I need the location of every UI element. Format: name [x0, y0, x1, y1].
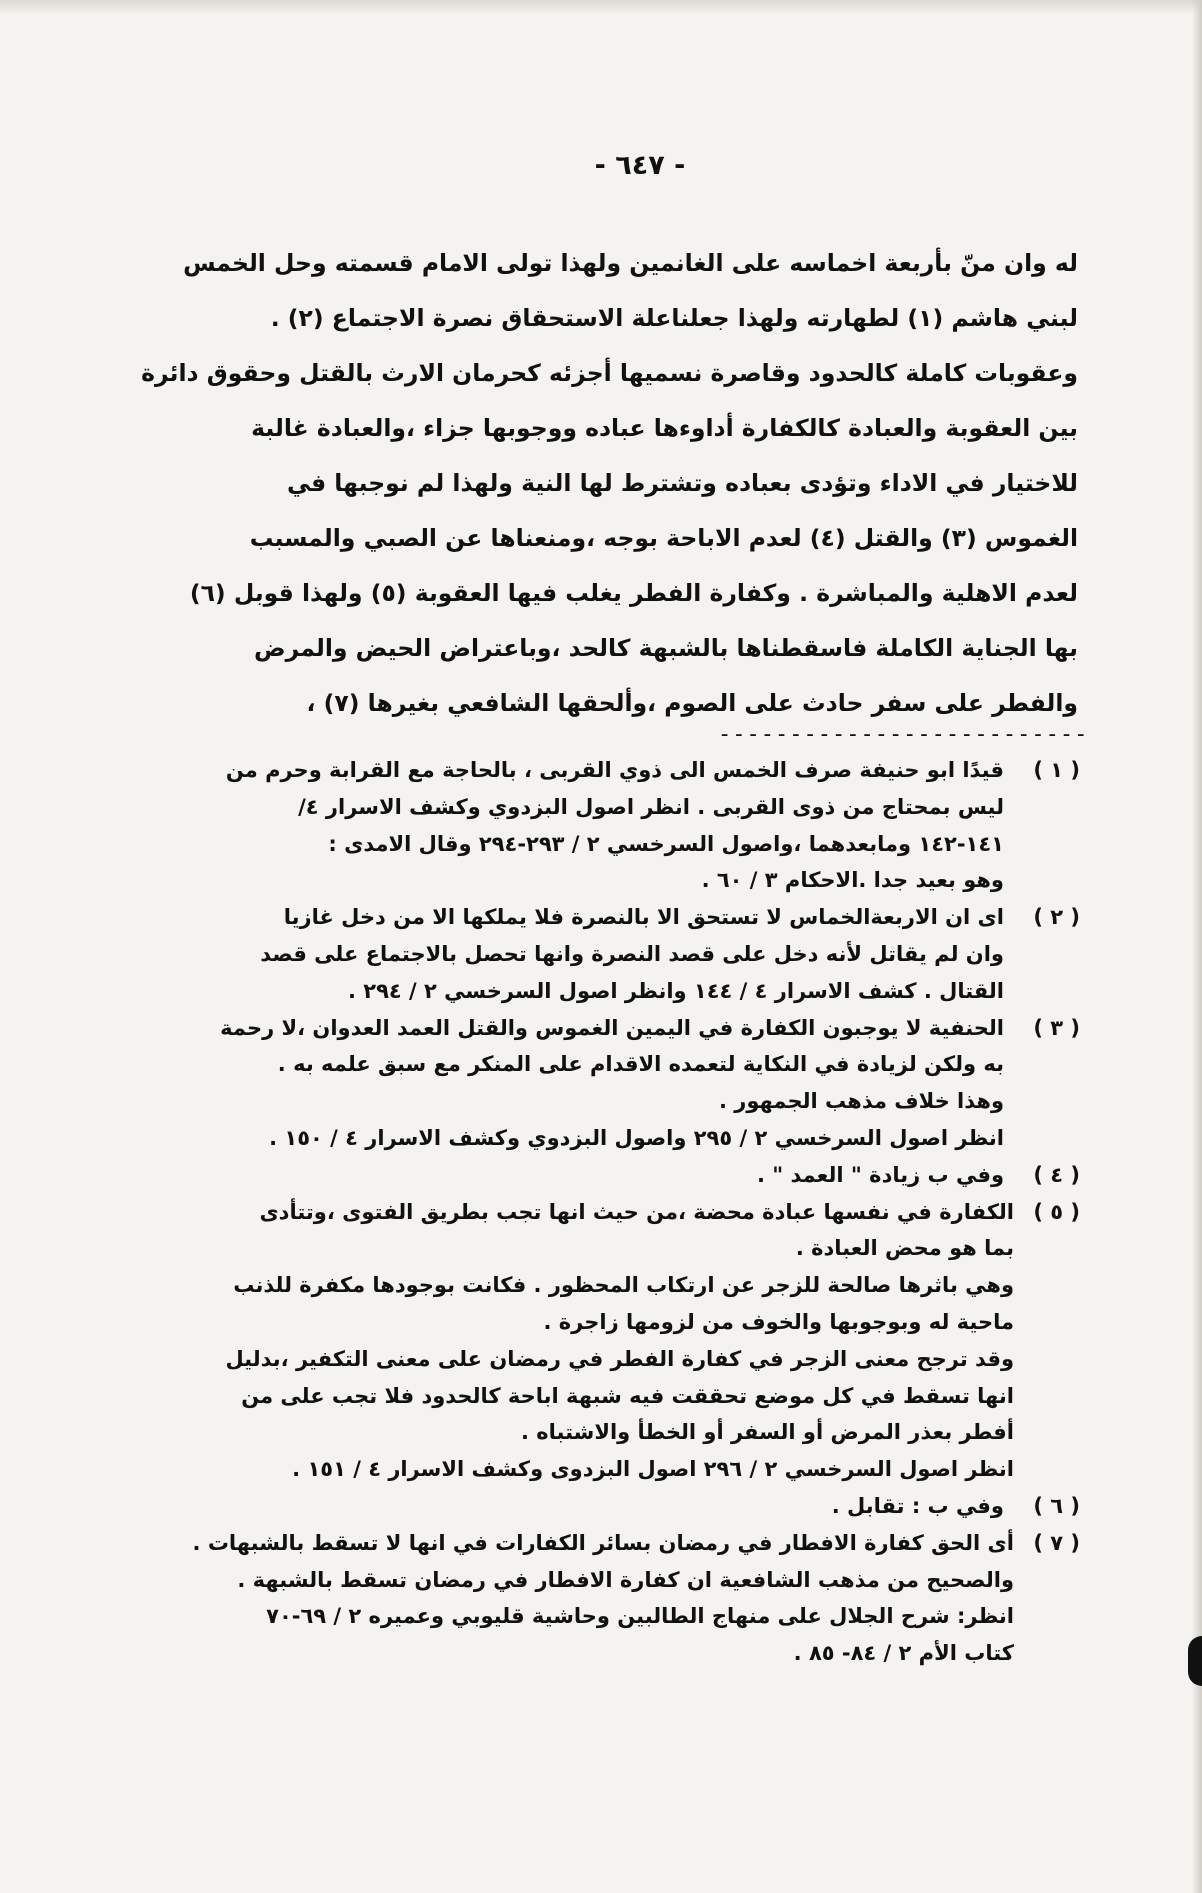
main-text-line: بين العقوبة والعبادة كالكفارة أداوءها عباده ووجوبها جزاء ،والعبادة غالبة [251, 414, 1078, 442]
footnote-3 [80, 1010, 1080, 1157]
main-text-line: لعدم الاهلية والمباشرة . وكفارة الفطر يغلب فيها العقوبة (٥) ولهذا قوبل (٦) [189, 579, 1078, 607]
footnote-line: ١٤١-١٤٢ ومابعدهما ،واصول السرخسي ٢ / ٢٩٣-٢٩٤ وقال الامدى : [328, 831, 1004, 856]
footnotes [80, 752, 1080, 1672]
footnote-4 [80, 1157, 1080, 1194]
footnote-7 [80, 1525, 1080, 1672]
footnote-number: ( ٦ ) [1033, 1493, 1080, 1518]
footnote-number: ( ٥ ) [1033, 1199, 1080, 1224]
footnote-number: ( ٢ ) [1033, 905, 1080, 930]
footnote-line: أفطر بعذر المرض أو السفر أو الخطأ والاشتباه . [520, 1420, 1014, 1445]
scan-right-shadow [1192, 0, 1202, 1893]
main-text-line: والفطر على سفر حادث على الصوم ،وألحقها الشافعي بغيرها (٧) ، [306, 689, 1078, 717]
footnote-5 [80, 1194, 1080, 1488]
footnote-line: وقد ترجح معنى الزجر في كفارة الفطر في رمضان على معنى التكفير ،بدليل [225, 1346, 1014, 1371]
page-number: - ٦٤٧ - [594, 150, 686, 181]
footnote-line: ليس بمحتاج من ذوى القربى . انظر اصول البزدوي وكشف الاسرار ٤/ [298, 794, 1004, 819]
footnote-line: وهذا خلاف مذهب الجمهور . [719, 1089, 1004, 1114]
footnote-line: وهو بعيد جدا .الاحكام ٣ / ٦٠ . [701, 868, 1004, 893]
footnote-line: انظر اصول السرخسي ٢ / ٢٩٥ واصول البزدوي وكشف الاسرار ٤ / ١٥٠ . [269, 1125, 1004, 1150]
footnote-line: انظر: شرح الجلال على منهاج الطالبين وحاشية قليوبي وعميره ٢ / ٦٩-٧٠ [266, 1604, 1014, 1629]
main-text-line: بها الجناية الكاملة فاسقطناها بالشبهة كالحد ،وباعتراض الحيض والمرض [254, 634, 1078, 662]
footnote-line: به ولكن لزيادة في النكاية لتعمده الاقدام على المنكر مع سبق علمه به . [277, 1052, 1004, 1077]
footnote-line: وفي ب : تقابل . [831, 1493, 1004, 1518]
footnote-line: قيدًا ابو حنيفة صرف الخمس الى ذوي القربى ، بالحاجة مع القرابة وحرم من [225, 758, 1004, 782]
footnote-line: وان لم يقاتل لأنه دخل على قصد النصرة وانها تحصل بالاجتماع على قصد [260, 941, 1004, 966]
footnote-line: وفي ب زيادة " العمد " . [756, 1162, 1004, 1187]
main-text-line: للاختيار في الاداء وتؤدى بعباده وتشترط لها النية ولهذا لم نوجبها في [286, 469, 1078, 497]
footnote-number: ( ٧ ) [1033, 1530, 1080, 1555]
footnote-line: الحنفية لا يوجبون الكفارة في اليمين الغموس والقتل العمد العدوان ،لا رحمة [220, 1015, 1004, 1040]
footnote-line: القتال . كشف الاسرار ٤ / ١٤٤ وانظر اصول السرخسي ٢ / ٢٩٤ . [347, 978, 1004, 1003]
main-text-line: لبني هاشم (١) لطهارته ولهذا جعلناعلة الاستحقاق نصرة الاجتماع (٢) . [270, 304, 1078, 332]
footnote-line: الكفارة في نفسها عبادة محضة ،من حيث انها تجب بطريق الفتوى ،وتتأدى [259, 1199, 1014, 1224]
footnote-separator: -------------------------- [718, 722, 1089, 747]
footnote-2 [80, 899, 1080, 1009]
footnote-line: وهي باثرها صالحة للزجر عن ارتكاب المحظور . فكانت بوجودها مكفرة للذنب [233, 1273, 1014, 1298]
footnote-line: بما هو محض العبادة . [795, 1236, 1014, 1261]
footnote-line: والصحيح من مذهب الشافعية ان كفارة الافطار في رمضان تسقط بالشبهة . [237, 1567, 1014, 1592]
footnote-number: ( ١ ) [1033, 758, 1080, 782]
footnote-line: أى الحق كفارة الافطار في رمضان بسائر الكفارات في انها لا تسقط بالشبهات . [192, 1530, 1014, 1555]
footnote-1 [80, 752, 1080, 899]
footnote-line: اى ان الاربعةالخماس لا تستحق الا بالنصرة فلا يملكها الا من دخل غازيا [283, 905, 1004, 930]
footnote-line: انها تسقط في كل موضع تحققت فيه شبهة اباحة كالحدود فلا تجب على من [241, 1383, 1014, 1408]
scan-binding-mark [1188, 1636, 1202, 1686]
footnote-line: انظر اصول السرخسي ٢ / ٢٩٦ اصول البزدوى وكشف الاسرار ٤ / ١٥١ . [292, 1457, 1014, 1482]
footnote-number: ( ٣ ) [1033, 1015, 1080, 1040]
footnote-line: ماحية له وبوجوبها والخوف من لزومها زاجرة . [543, 1309, 1014, 1334]
main-text-line: وعقوبات كاملة كالحدود وقاصرة نسميها أجزئه كحرمان الارث بالقتل وحقوق دائرة [141, 359, 1078, 387]
footnote-number: ( ٤ ) [1033, 1162, 1080, 1187]
scan-top-shadow [0, 0, 1202, 14]
main-text-line: له وان منّ بأربعة اخماسه على الغانمين ولهذا تولى الامام قسمته وحل الخمس [183, 249, 1078, 277]
main-text [141, 236, 1078, 731]
footnote-6 [80, 1488, 1080, 1525]
main-text-line: الغموس (٣) والقتل (٤) لعدم الاباحة بوجه ،ومنعناها عن الصبي والمسبب [249, 524, 1078, 552]
footnote-line: كتاب الأم ٢ / ٨٤- ٨٥ . [793, 1641, 1014, 1666]
